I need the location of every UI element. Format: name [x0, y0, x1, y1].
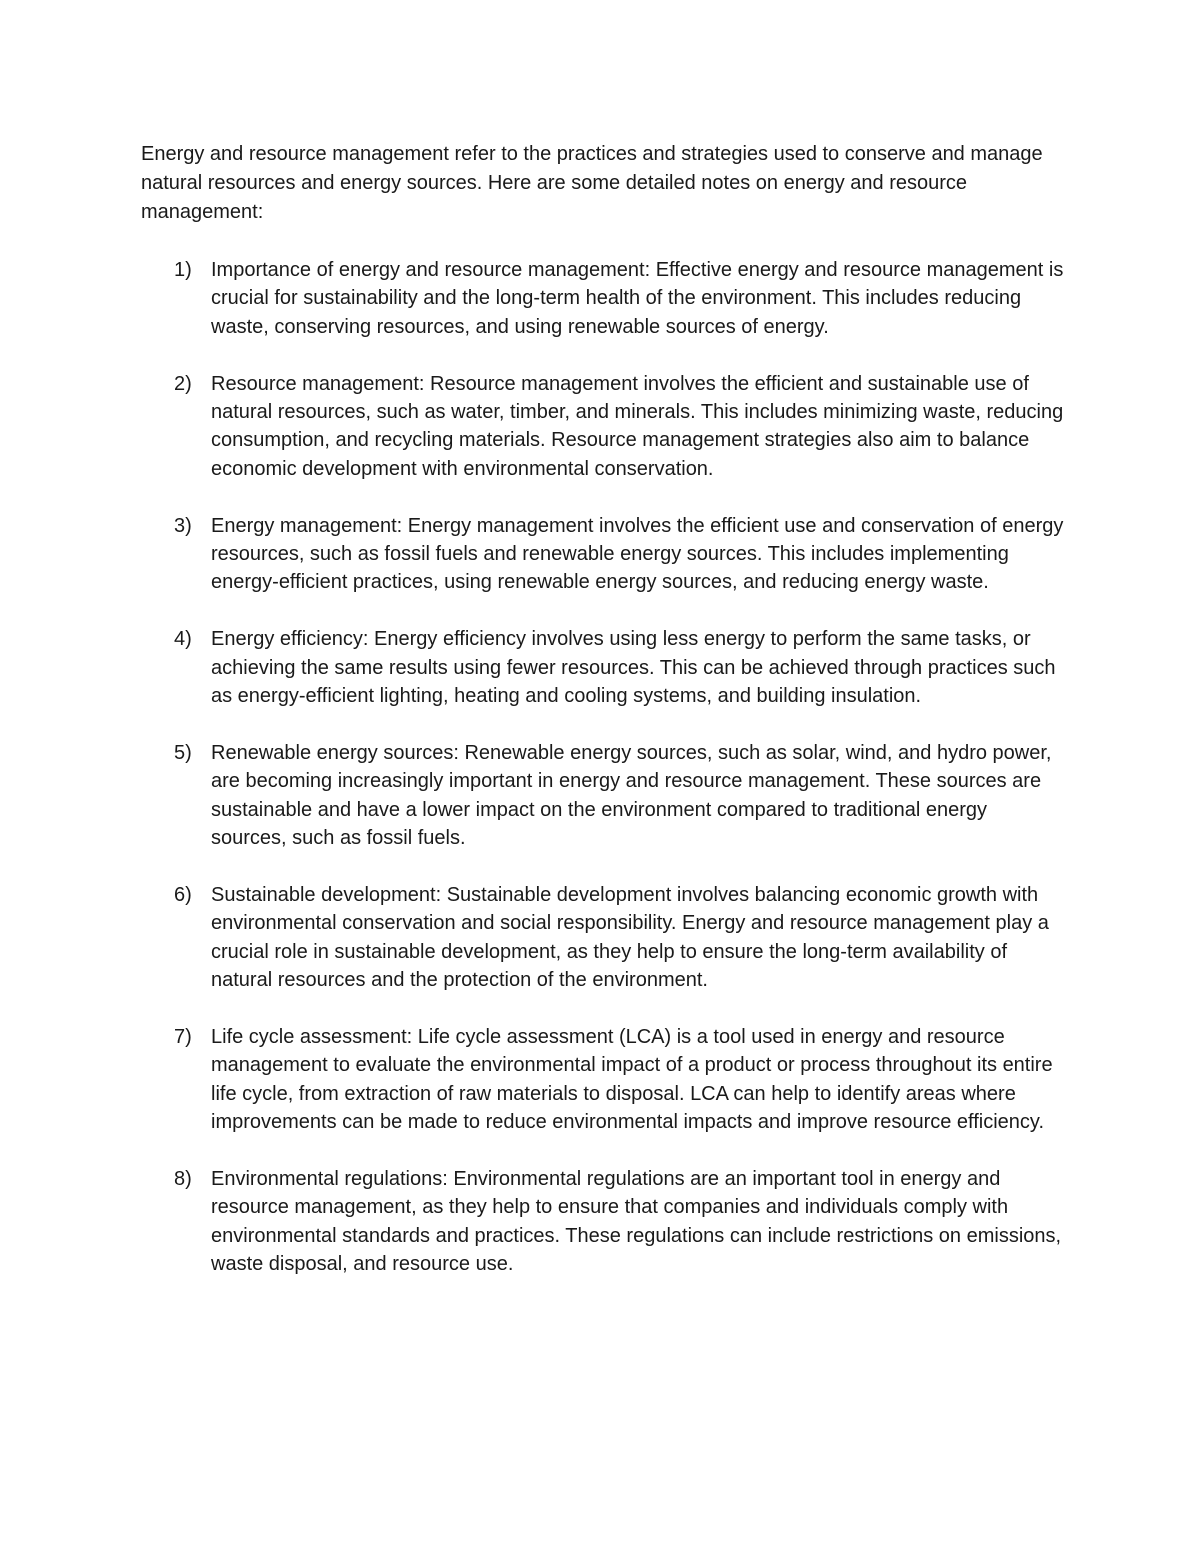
list-item — [141, 625, 1066, 710]
list-item-number: 6) — [174, 883, 192, 906]
list-item-text: Renewable energy sources: Renewable energy sources, such as solar, wind, and hydro power, are becoming increasingly important in energy and resource management. These sources are sustainable and have a lower impact on the environment compared to traditional energy sources, such as fossil fuels. — [211, 741, 1052, 850]
list-item — [141, 1165, 1066, 1279]
list-item — [141, 881, 1066, 995]
list-item-text: Resource management: Resource management involves the efficient and sustainable use of natural resources, such as water, timber, and minerals. This includes minimizing waste, reducing consumption, and recycling materials. Resource management strategies also aim to balance economic development with environmental conservation. — [211, 372, 1064, 480]
intro-paragraph: Energy and resource management refer to the practices and strategies used to conserve and manage natural resources and energy sources. Here are some detailed notes on energy and resource management: — [141, 143, 1043, 223]
notes-list — [141, 256, 1066, 1279]
list-item-number: 7) — [174, 1025, 192, 1048]
list-item — [141, 256, 1066, 341]
list-item-number: 4) — [174, 628, 192, 651]
list-item — [141, 739, 1066, 853]
list-item-number: 3) — [174, 514, 192, 537]
list-item-number: 2) — [174, 372, 192, 395]
document-page — [141, 140, 1066, 1307]
list-item-number: 8) — [174, 1167, 192, 1190]
list-item — [141, 370, 1066, 484]
list-item-text: Energy management: Energy management involves the efficient use and conservation of energy resources, such as fossil fuels and renewable energy sources. This includes implementing energy-efficient practices, using renewable energy sources, and reducing energy waste. — [211, 514, 1064, 594]
list-item-text: Energy efficiency: Energy efficiency involves using less energy to perform the same tasks, or achieving the same results using fewer resources. This can be achieved through practices such as energy-efficient lighting, heating and cooling systems, and building insulation. — [211, 628, 1056, 708]
list-item-text: Sustainable development: Sustainable development involves balancing economic growth with environmental conservation and social responsibility. Energy and resource management play a crucial role in sustainable development, as they help to ensure the long-term availability of natural resources and the protection of the environment. — [211, 883, 1049, 992]
list-item-text: Environmental regulations: Environmental regulations are an important tool in energy and resource management, as they help to ensure that companies and individuals comply with environmental standards and practices. These regulations can include restrictions on emissions, waste disposal, and resource use. — [211, 1167, 1062, 1276]
list-item — [141, 512, 1066, 597]
list-item — [141, 1023, 1066, 1137]
list-item-number: 1) — [174, 259, 192, 281]
list-item-text: Life cycle assessment: Life cycle assessment (LCA) is a tool used in energy and resource management to evaluate the environmental impact of a product or process throughout its entire life cycle, from extraction of raw materials to disposal. LCA can help to identify areas where improvements can be made to reduce environmental impacts and improve resource efficiency. — [211, 1025, 1053, 1134]
list-item-text: Importance of energy and resource management: Effective energy and resource management is crucial for sustainability and the long-term health of the environment. This includes reducing waste, conserving resources, and using renewable sources of energy. — [211, 259, 1064, 338]
list-item-number: 5) — [174, 741, 192, 764]
